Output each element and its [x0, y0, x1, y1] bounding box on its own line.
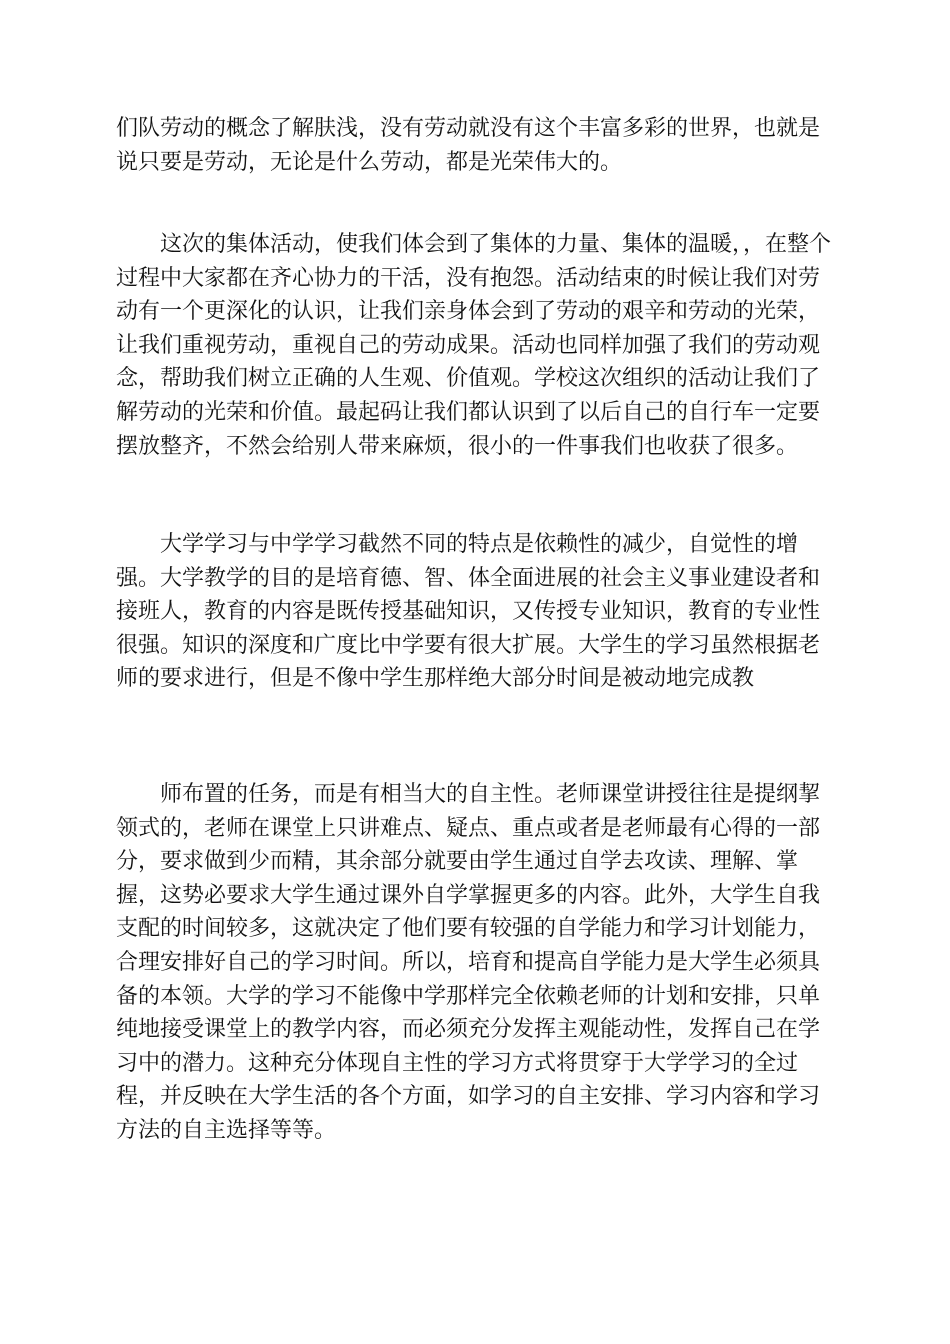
paragraph-3: 大学学习与中学学习截然不同的特点是依赖性的减少，自觉性的增强。大学教学的目的是培育德、智、体全面进展的社会主义事业建设者和接班人，教育的内容是既传授基础知识，又传授专业知识，教育的专业性很强。知识的深度和广度比中学要有很大扩展。大学生的学习虽然根据老师的要求进行，但是不像中学生那样绝大部分时间是被动地完成教 — [116, 532, 821, 692]
paragraph-4: 师布置的任务，而是有相当大的自主性。老师课堂讲授往往是提纲挈领式的，老师在课堂上只讲难点、疑点、重点或者是老师最有心得的一部分，要求做到少而精，其余部分就要由学生通过自学去攻读、理解、掌握，这势必要求大学生通过课外自学掌握更多的内容。此外，大学生自我支配的时间较多，这就决定了他们要有较强的自学能力和学习计划能力，合理安排好自己的学习时间。所以，培育和提高自学能力是大学生必须具备的本领。大学的学习不能像中学那样完全依赖老师的计划和安排，只单纯地接受课堂上的教学内容，而必须充分发挥主观能动性，发挥自己在学习中的潜力。这种充分体现自主性的学习方式将贯穿于大学学习的全过程，并反映在大学生活的各个方面，如学习的自主安排、学习内容和学习方法的自主选择等等。 — [116, 782, 821, 1143]
paragraph-1: 们队劳动的概念了解肤浅，没有劳动就没有这个丰富多彩的世界，也就是说只要是劳动，无论是什么劳动，都是光荣伟大的。 — [116, 116, 821, 175]
paragraph-2: 这次的集体活动，使我们体会到了集体的力量、集体的温暖，，在整个过程中大家都在齐心协力的干活，没有抱怨。活动结束的时候让我们对劳动有一个更深化的认识，让我们亲身体会到了劳动的艰辛和劳动的光荣，让我们重视劳动，重视自己的劳动成果。活动也同样加强了我们的劳动观念，帮助我们树立正确的人生观、价值观。学校这次组织的活动让我们了解劳动的光荣和价值。最起码让我们都认识到了以后自己的自行车一定要摆放整齐，不然会给别人带来麻烦，很小的一件事我们也收获了很多。 — [116, 232, 832, 459]
